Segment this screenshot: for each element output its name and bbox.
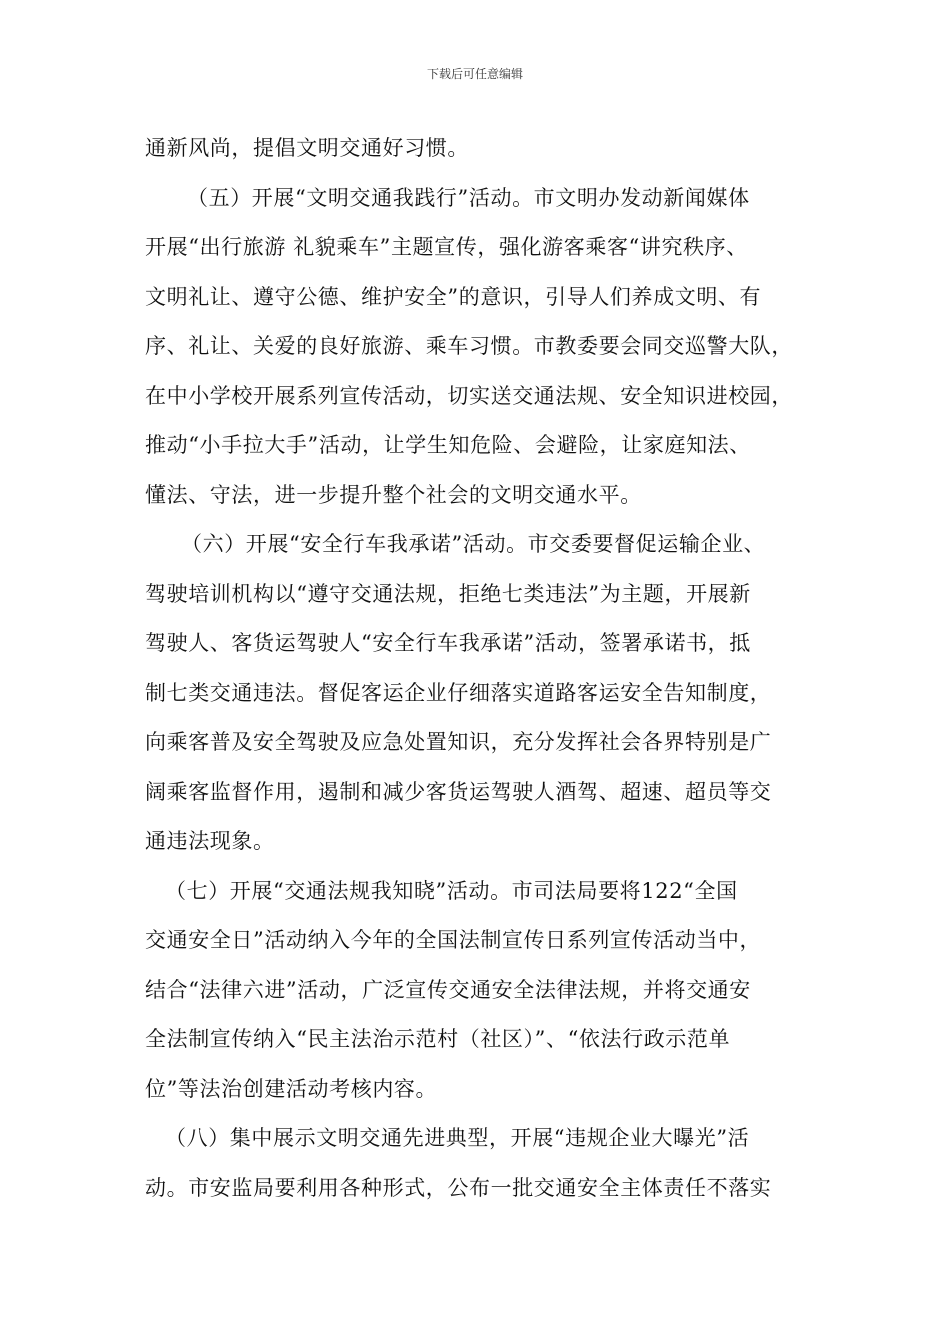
paragraph-line: 交通安全日”活动纳入今年的全国法制宣传日系列宣传活动当中， bbox=[145, 928, 762, 952]
paragraph-line: 开展“出行旅游 礼貌乘车”主题宣传，强化游客乘客“讲究秩序、 bbox=[145, 235, 748, 259]
paragraph-line: 结合“法律六进”活动，广泛宣传交通安全法律法规，并将交通安 bbox=[145, 977, 751, 1002]
paragraph-line: 位”等法治创建活动考核内容。 bbox=[145, 1076, 438, 1101]
paragraph-line: 全法制宣传纳入“民主法治示范村（社区）”、“依法行政示范单 bbox=[145, 1027, 731, 1051]
paragraph-line: 懂法、守法，进一步提升整个社会的文明交通水平。 bbox=[145, 482, 642, 507]
paragraph-line: 向乘客普及安全驾驶及应急处置知识，充分发挥社会各界特别是广 bbox=[145, 730, 772, 754]
paragraph-line: 在中小学校开展系列宣传活动，切实送交通法规、安全知识进校园， bbox=[145, 383, 793, 408]
body-text bbox=[145, 124, 807, 1213]
paragraph-line: 推动“小手拉大手”活动，让学生知危险、会避险，让家庭知法、 bbox=[145, 433, 751, 457]
paragraph-line: （五）开展“文明交通我践行”活动。市文明办发动新闻媒体 bbox=[187, 185, 750, 210]
paragraph-line: 驾驶培训机构以“遵守交通法规，拒绝七类违法”为主题，开展新 bbox=[145, 581, 751, 606]
paragraph-line: （八）集中展示文明交通先进典型，开展“违规企业大曝光”活 bbox=[165, 1126, 750, 1150]
paragraph-line: 序、礼让、关爱的良好旅游、乘车习惯。市教委要会同交巡警大队， bbox=[145, 334, 793, 358]
paragraph-line: 驾驶人、客货运驾驶人“安全行车我承诺”活动，签署承诺书，抵 bbox=[145, 631, 751, 655]
page-header: 下载后可任意编辑 bbox=[426, 67, 523, 81]
paragraph-line: （七）开展“交通法规我知晓”活动。市司法局要将122“全国 bbox=[165, 878, 738, 903]
paragraph-line: 通新风尚，提倡文明交通好习惯。 bbox=[145, 136, 469, 160]
paragraph-line: （六）开展“安全行车我承诺”活动。市交委要督促运输企业、 bbox=[181, 532, 766, 556]
paragraph-line: 制七类交通违法。督促客运企业仔细落实道路客运安全告知制度， bbox=[145, 680, 772, 705]
paragraph-line: 动。市安监局要利用各种形式，公布一批交通安全主体责任不落实 bbox=[145, 1175, 772, 1200]
paragraph-line: 通违法现象。 bbox=[145, 829, 275, 853]
paragraph-line: 文明礼让、遵守公德、维护安全”的意识，引导人们养成文明、有 bbox=[145, 284, 762, 309]
paragraph-line: 阔乘客监督作用，遏制和减少客货运驾驶人酒驾、超速、超员等交 bbox=[145, 779, 772, 804]
